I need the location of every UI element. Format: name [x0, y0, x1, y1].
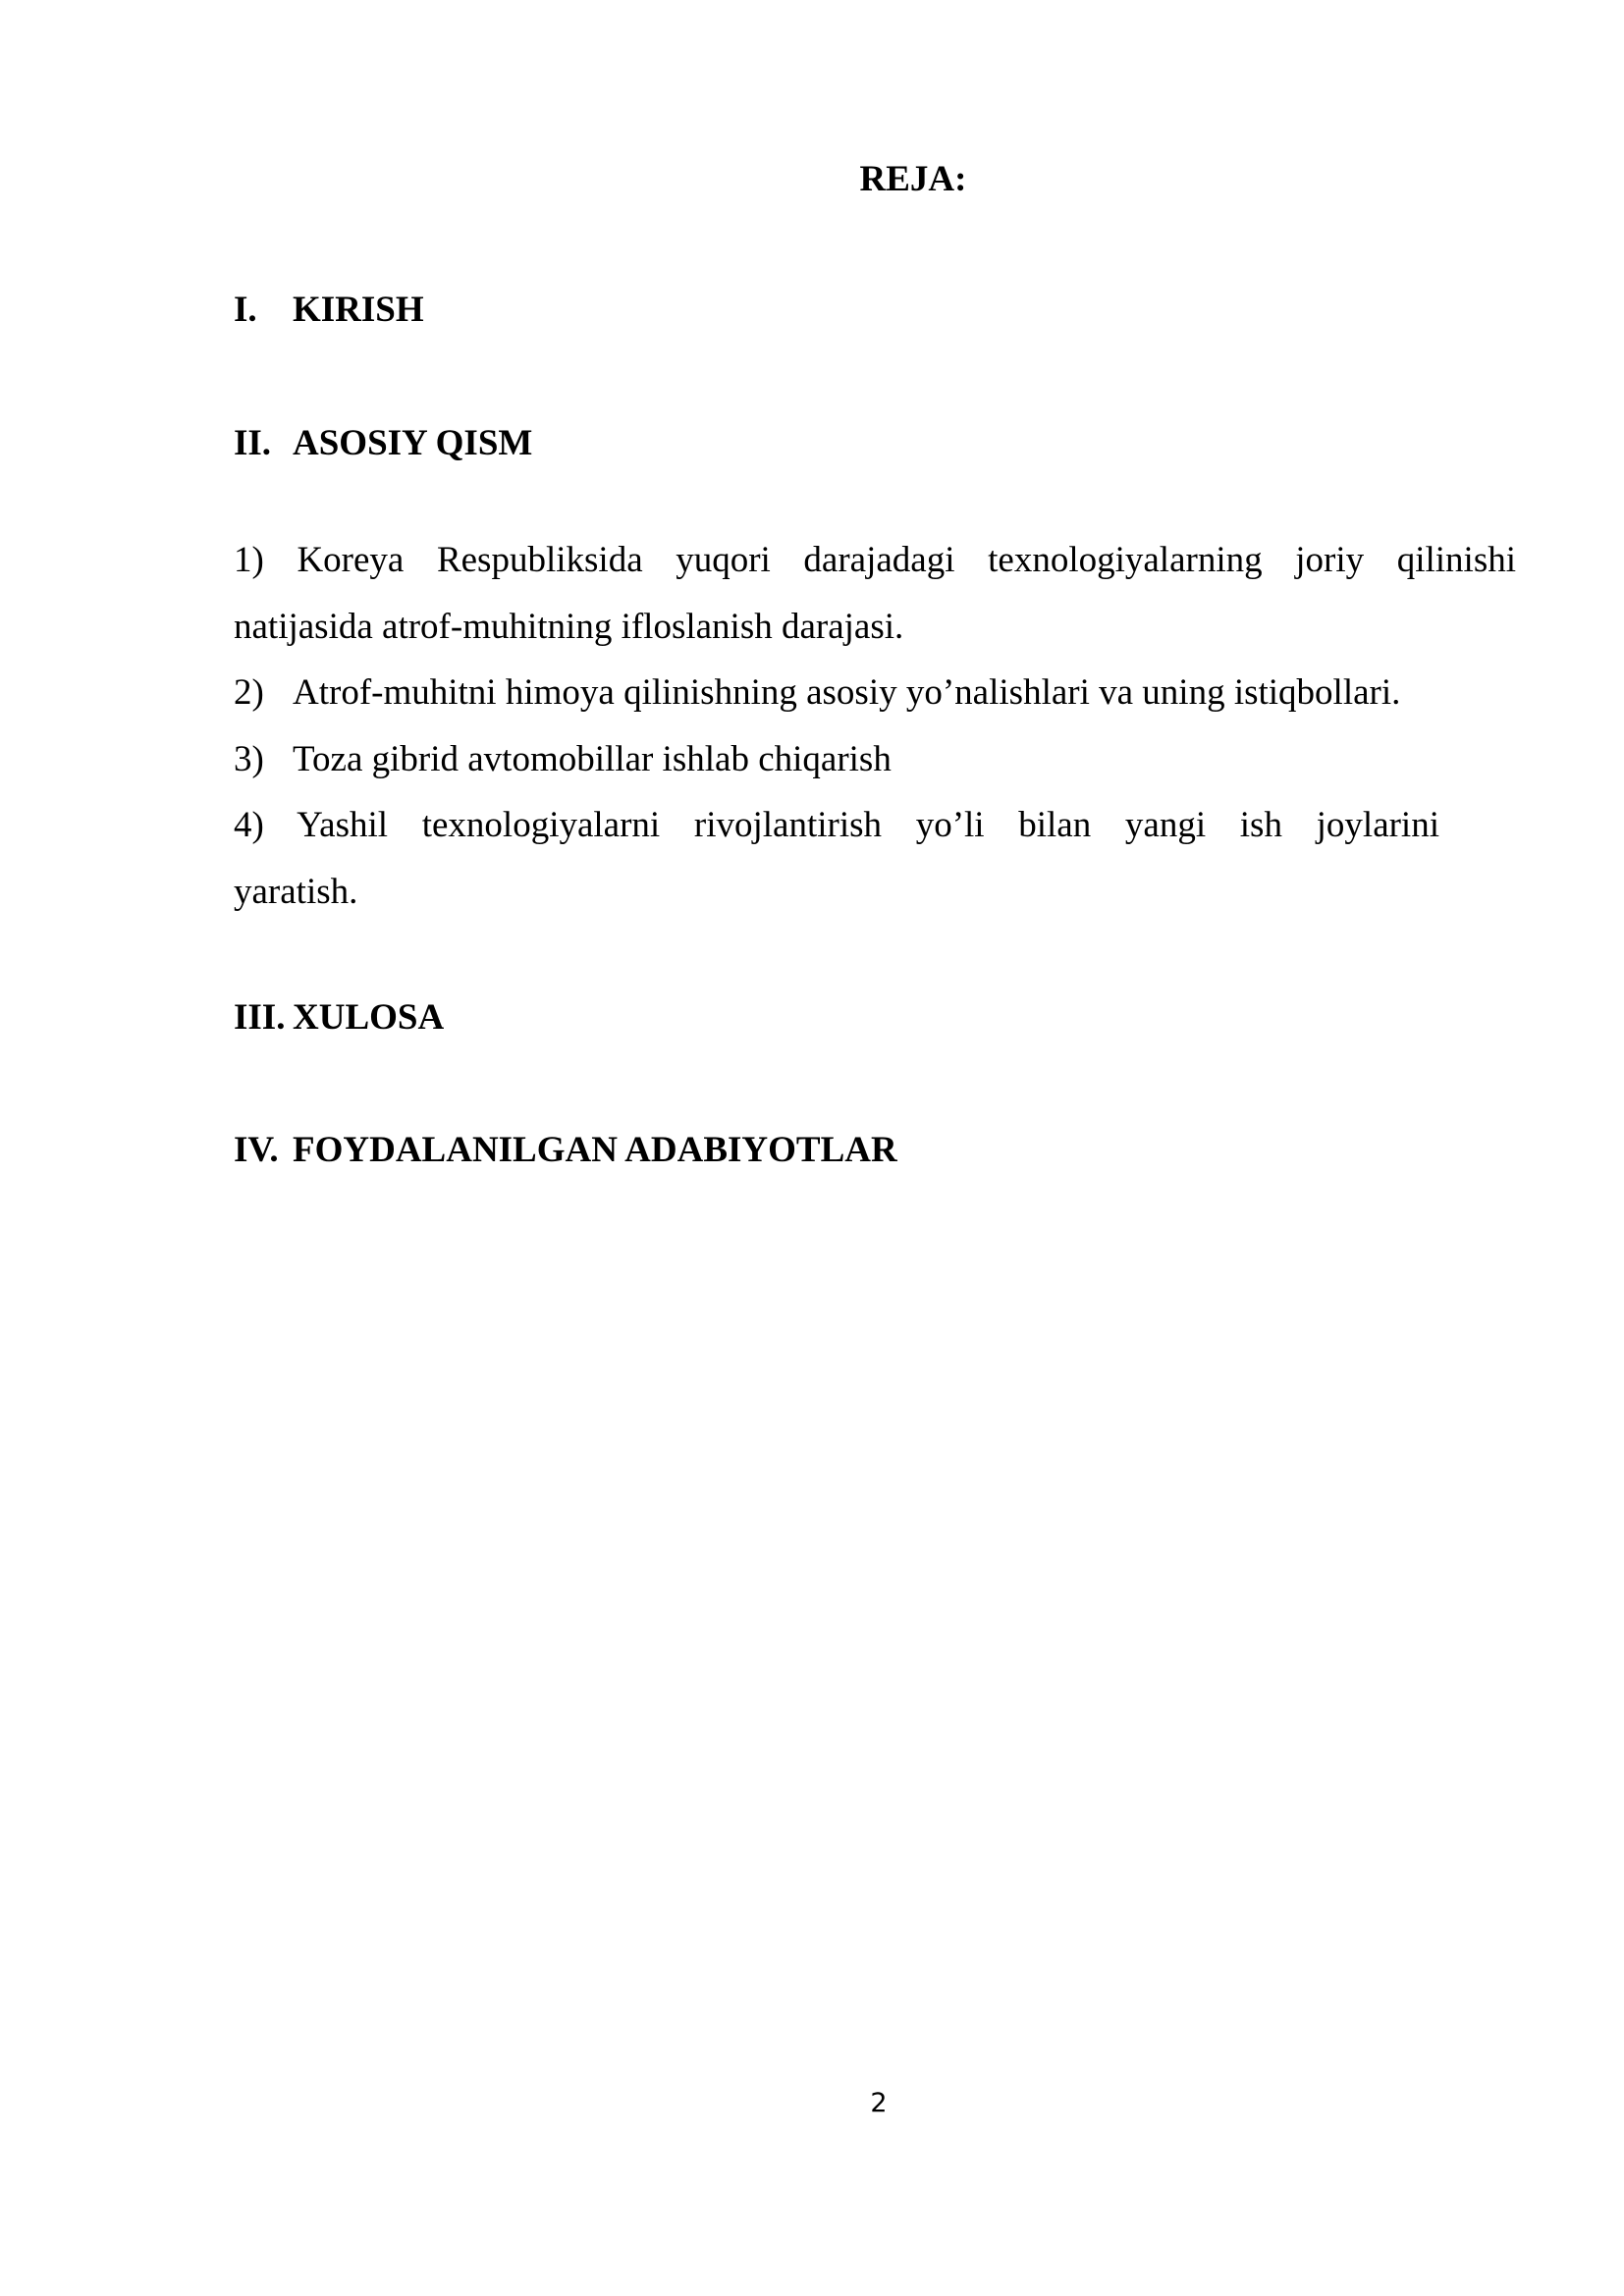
- list-item-line: [234, 527, 1516, 594]
- section-number: I.: [234, 290, 257, 330]
- list-item-text: Yashil texnologiyalarni rivojlantirish yo’li bilan yangi ish joylarini: [297, 805, 1439, 845]
- section-foydalanilgan-adabiyotlar: [234, 1126, 897, 1175]
- list-item: [234, 660, 1516, 726]
- list-item-continuation: natijasida atrof-muhitning ifloslanish darajasi.: [234, 606, 904, 647]
- section-number: II.: [234, 423, 272, 463]
- list-item-continuation: yaratish.: [234, 871, 358, 912]
- section-xulosa: [234, 993, 444, 1042]
- section-number: IV.: [234, 1130, 279, 1170]
- list-item-text: Koreya Respubliksida yuqori darajadagi texnologiyalarning joriy qilinishi: [297, 540, 1517, 580]
- list-item: [234, 527, 1516, 660]
- section-label: KIRISH: [293, 290, 424, 330]
- list-item-number: 1): [234, 540, 264, 580]
- section-label: XULOSA: [293, 997, 445, 1038]
- outline-list: [234, 527, 1516, 925]
- list-item-number: 4): [234, 805, 264, 845]
- page-number: 2: [870, 2088, 888, 2118]
- list-item-text: Toza gibrid avtomobillar ishlab chiqarish: [293, 738, 892, 779]
- list-item: [234, 726, 1516, 793]
- list-item-number: 3): [234, 738, 264, 779]
- list-item-number: 2): [234, 672, 264, 713]
- list-item-line: [234, 792, 1439, 859]
- page-title: REJA:: [859, 159, 967, 199]
- section-asosiy-qism: [234, 419, 532, 468]
- section-label: FOYDALANILGAN ADABIYOTLAR: [293, 1130, 897, 1170]
- section-label: ASOSIY QISM: [293, 423, 533, 463]
- section-number: III.: [234, 997, 286, 1038]
- list-item: [234, 792, 1516, 925]
- section-kirish: [234, 286, 424, 335]
- list-item-text: Atrof-muhitni himoya qilinishning asosiy yo’nalishlari va uning istiqbollari.: [293, 672, 1401, 713]
